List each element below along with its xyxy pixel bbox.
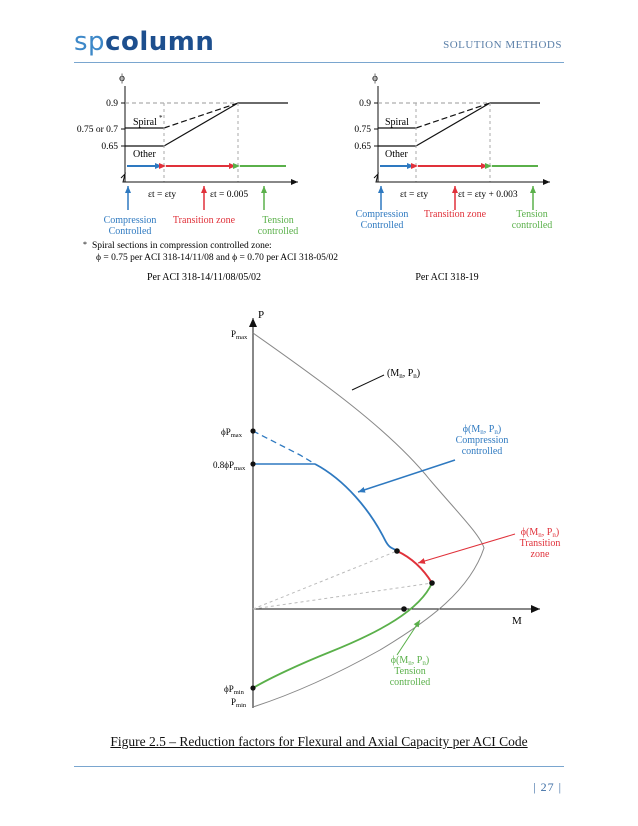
logo-column: column [105, 27, 215, 57]
strain-axis [121, 174, 298, 182]
point-pure-bending [401, 606, 407, 612]
radial-1 [253, 551, 397, 609]
page-number: | 27 | [533, 780, 562, 794]
compression-label-2-r: Controlled [360, 220, 404, 231]
eps-t-label-r: εt = εty + 0.003 [458, 190, 518, 200]
phi-pmin-label: $\phi P_{min}$ [224, 684, 244, 696]
other-label: Other [133, 149, 156, 160]
trans-label-1: $\phi(M_n$, $P_n$) [520, 527, 560, 539]
compression-label-2: Controlled [108, 226, 152, 237]
section-title: SOLUTION METHODS [443, 39, 562, 51]
compression-curve [315, 464, 397, 551]
other-label-r: Other [385, 149, 408, 160]
tens-label-1: $\phi(M_n$, $P_n$) [390, 655, 430, 667]
tick-label-075: 0.75 or 0.7 [76, 125, 118, 135]
logo-sp: sp [74, 27, 106, 57]
spiral-label-r: Spiral [385, 117, 409, 128]
footnote-line-1: Spiral sections in compression controlled zone: [92, 241, 272, 251]
p08-label: $0.8\phi P_{max}$ [213, 460, 246, 472]
trans-label-2: Transition [519, 538, 561, 549]
tick-label-09-r: 0.9 [359, 99, 371, 109]
trans-leader [418, 534, 515, 563]
spiral-asterisk: * [159, 114, 163, 122]
p-axis-label: P [258, 309, 265, 321]
nominal-curve [253, 333, 484, 707]
phi-pmax-label: $\phi P_{max}$ [221, 427, 242, 439]
comp-leader [358, 460, 455, 492]
phi-axis-label: ϕ [119, 72, 125, 84]
tens-label-2: Tension [394, 666, 426, 677]
tension-label-1-r: Tension [516, 209, 548, 220]
tension-label-1: Tension [262, 215, 294, 226]
tension-label-2-r: controlled [511, 220, 553, 231]
point-08 [250, 461, 255, 466]
compression-label-1: Compression [103, 215, 157, 226]
nominal-label: ($M_n$, $P_n$) [387, 368, 421, 380]
figure-caption: Figure 2.5 – Reduction factors for Flexural and Axial Capacity per ACI Code [110, 734, 528, 749]
comp-label-3: controlled [461, 446, 503, 457]
tick-label-065-r: 0.65 [354, 142, 371, 152]
tick-label-065: 0.65 [101, 142, 118, 152]
pmin-label: $P_{min}$ [231, 697, 247, 709]
trans-label-3: zone [530, 549, 550, 560]
tick-label-09: 0.9 [106, 99, 118, 109]
eps-ty-label-r: εt = εty [400, 190, 429, 200]
tens-label-3: controlled [389, 677, 431, 688]
interaction-diagram [213, 309, 560, 709]
compression-label-1-r: Compression [355, 209, 409, 220]
footer-rule [74, 766, 564, 767]
comp-label-2: Compression [455, 435, 509, 446]
point-balanced [394, 548, 400, 554]
tick-label-075-r: 0.75 [354, 125, 371, 135]
nominal-leader [352, 375, 384, 390]
spiral-label: Spiral [133, 117, 157, 128]
left-caption: Per ACI 318-14/11/08/05/02 [146, 272, 262, 283]
pmax-label: $P_{max}$ [231, 329, 248, 341]
point-phi-pmin [250, 685, 255, 690]
transition-curve [397, 551, 432, 583]
tension-label-2: controlled [257, 226, 299, 237]
compression-dashed [253, 431, 315, 464]
eps-t-label: εt = 0.005 [210, 190, 249, 200]
comp-label-1: $\phi(M_n$, $P_n$) [462, 424, 502, 436]
left-phi-diagram [77, 72, 338, 283]
right-phi-diagram [354, 72, 552, 283]
point-phi-pmax [250, 428, 255, 433]
right-caption: Per ACI 318-19 [415, 272, 479, 283]
m-axis-label: M [512, 615, 522, 627]
transition-label: Transition zone [172, 215, 236, 226]
footnote-asterisk: * [83, 240, 87, 249]
point-tension-limit [429, 580, 435, 586]
transition-label-r: Transition zone [423, 209, 487, 220]
footnote-line-2: ϕ = 0.75 per ACI 318-14/11/08 and ϕ = 0.70 per ACI 318-05/02 [96, 253, 339, 263]
phi-axis-label-r: ϕ [372, 72, 378, 84]
eps-ty-label: εt = εty [148, 190, 177, 200]
radial-2 [253, 583, 432, 609]
